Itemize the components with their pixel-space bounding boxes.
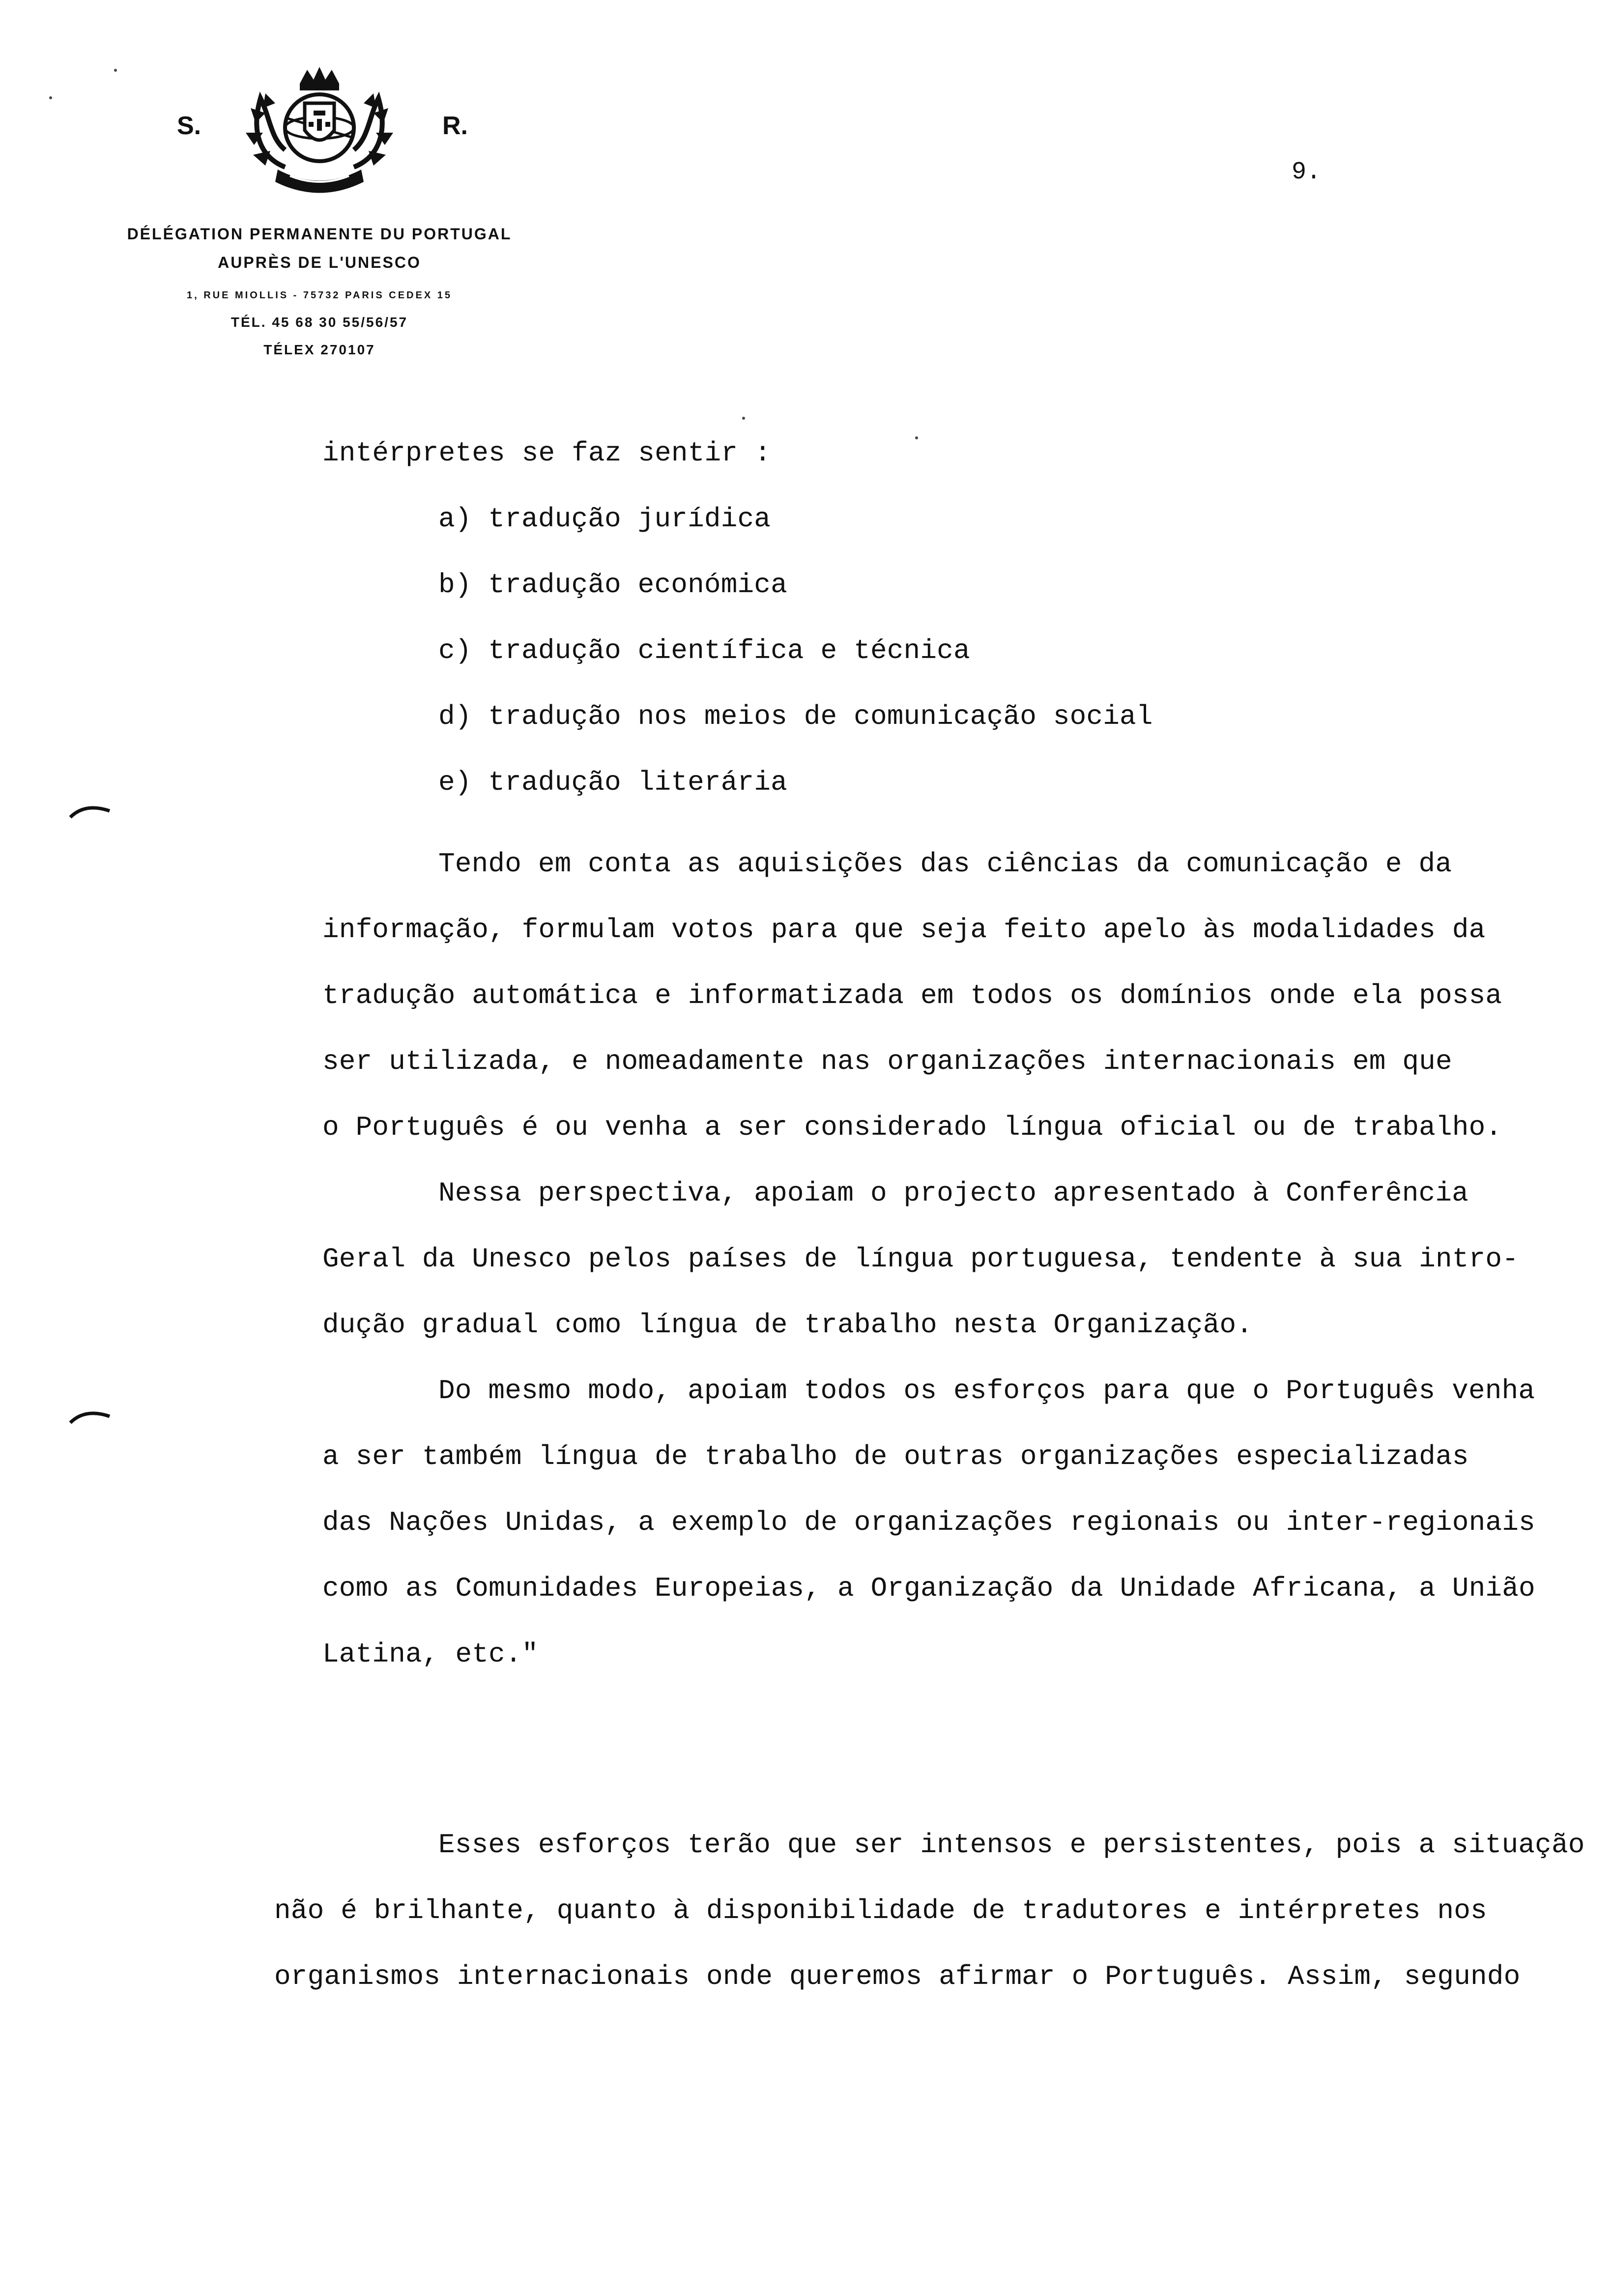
paragraph-line: dução gradual como língua de trabalho nesta Organização. [322, 1309, 1253, 1341]
paragraph-line: o Português é ou venha a ser considerado língua oficial ou de trabalho. [322, 1112, 1502, 1143]
paragraph-line: como as Comunidades Europeias, a Organização da Unidade Africana, a União [322, 1573, 1535, 1604]
paragraph-line: Nessa perspectiva, apoiam o projecto apresentado à Conferência [438, 1177, 1468, 1209]
paragraph-line: informação, formulam votos para que seja feito apelo às modalidades da [322, 914, 1486, 946]
paragraph-line: Latina, etc." [322, 1638, 539, 1670]
letterhead-unesco: AUPRÈS DE L'UNESCO [218, 254, 421, 271]
speck [742, 417, 745, 420]
speck [114, 69, 117, 72]
paragraph-line: Geral da Unesco pelos países de língua portuguesa, tendente à sua intro- [322, 1243, 1519, 1275]
letterhead-initial-s: S. [177, 112, 202, 140]
letterhead-address: 1, RUE MIOLLIS - 75732 PARIS CEDEX 15 [187, 290, 452, 301]
letterhead-delegation: DÉLÉGATION PERMANENTE DU PORTUGAL [127, 225, 512, 243]
list-item: a) tradução jurídica [438, 503, 771, 535]
letterhead-telephone: TÉL. 45 68 30 55/56/57 [230, 315, 408, 330]
intro-line: intérpretes se faz sentir : [322, 437, 771, 469]
paragraph-line: não é brilhante, quanto à disponibilidade de tradutores e intérpretes nos [274, 1895, 1487, 1926]
speck [49, 96, 52, 99]
paragraph-line: a ser também língua de trabalho de outras organizações especializadas [322, 1441, 1469, 1472]
paragraph-line: tradução automática e informatizada em todos os domínios onde ela possa [322, 980, 1502, 1011]
paragraph-line: das Nações Unidas, a exemplo de organizações regionais ou inter-regionais [322, 1507, 1535, 1538]
paragraph-line: Esses esforços terão que ser intensos e persistentes, pois a situação [438, 1829, 1585, 1861]
margin-mark [68, 1406, 112, 1425]
letterhead-initial-r: R. [442, 112, 468, 140]
paragraph-line: organismos internacionais onde queremos afirmar o Português. Assim, segundo [274, 1961, 1521, 1992]
page-number: 9. [1292, 158, 1322, 186]
list-item: e) tradução literária [438, 767, 787, 798]
paragraph-line: Do mesmo modo, apoiam todos os esforços para que o Português venha [438, 1375, 1535, 1406]
coat-of-arms-icon [231, 64, 408, 197]
paragraph-line: ser utilizada, e nomeadamente nas organizações internacionais em que [322, 1046, 1452, 1077]
paragraph-line: Tendo em conta as aquisições das ciências da comunicação e da [438, 848, 1452, 880]
margin-mark [68, 800, 112, 820]
letterhead-telex: TÉLEX 270107 [263, 342, 375, 357]
speck [915, 436, 918, 439]
list-item: c) tradução científica e técnica [438, 635, 970, 666]
list-item: b) tradução económica [438, 569, 787, 601]
list-item: d) tradução nos meios de comunicação social [438, 701, 1153, 732]
